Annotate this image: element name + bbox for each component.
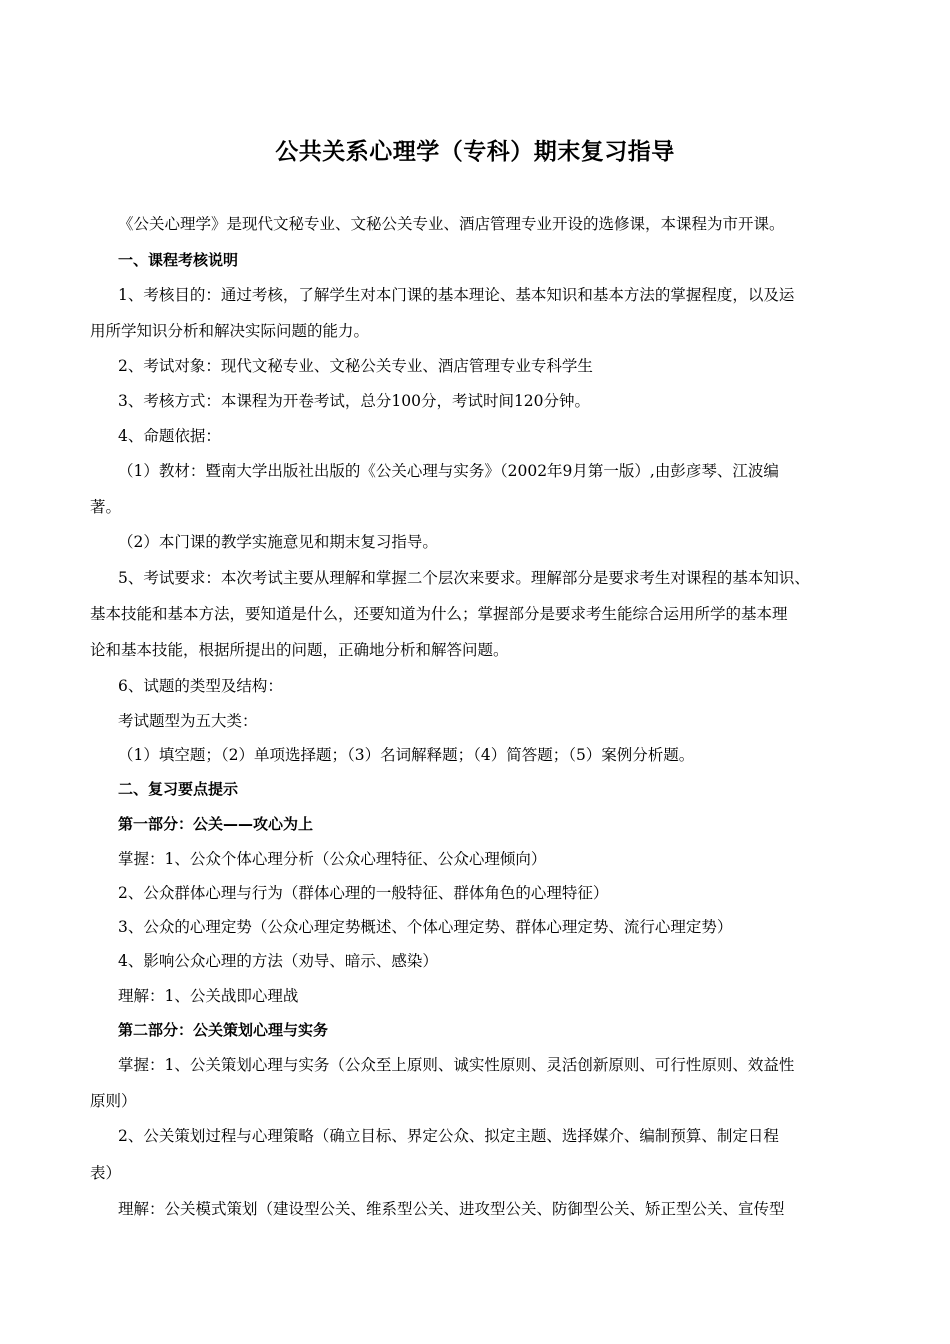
text-line: （1）填空题；（2）单项选择题；（3）名词解释题；（4）简答题；（5）案例分析题。 <box>118 746 695 764</box>
section-heading-exam-description: 一、课程考核说明 <box>118 251 239 269</box>
text-line: 论和基本技能，根据所提出的问题，正确地分析和解答问题。 <box>90 641 509 659</box>
text-line: 掌握：1、公关策划心理与实务（公众至上原则、诚实性原则、灵活创新原则、可行性原则、效益性 <box>118 1056 795 1074</box>
intro-paragraph: 《公关心理学》是现代文秘专业、文秘公关专业、酒店管理专业开设的选修课，本课程为市开课。 <box>118 215 785 233</box>
text-line: 2、公众群体心理与行为（群体心理的一般特征、群体角色的心理特征） <box>118 884 609 902</box>
page-title: 公共关系心理学（专科）期末复习指导 <box>275 139 675 165</box>
text-line: 5、考试要求：本次考试主要从理解和掌握二个层次来要求。理解部分是要求考生对课程的基本知识、 <box>118 569 810 587</box>
text-line: 3、公众的心理定势（公众心理定势概述、个体心理定势、群体心理定势、流行心理定势） <box>118 918 733 936</box>
text-line: 理解：1、公关战即心理战 <box>118 987 299 1005</box>
text-line: 著。 <box>90 498 122 516</box>
text-line: 表） <box>90 1164 122 1182</box>
text-line: 2、考试对象：现代文秘专业、文秘公关专业、酒店管理专业专科学生 <box>118 357 593 375</box>
text-line: 1、考核目的：通过考核，了解学生对本门课的基本理论、基本知识和基本方法的掌握程度，以及运 <box>118 286 795 304</box>
text-line: 6、试题的类型及结构： <box>118 677 283 695</box>
part-heading-1: 第一部分：公关——攻心为上 <box>118 815 314 833</box>
text-line: 原则） <box>90 1092 137 1110</box>
text-line: 4、命题依据： <box>118 427 221 445</box>
section-heading-review-points: 二、复习要点提示 <box>118 780 239 798</box>
text-line: 考试题型为五大类： <box>118 712 258 730</box>
text-line: 2、公关策划过程与心理策略（确立目标、界定公众、拟定主题、选择媒介、编制预算、制定日程 <box>118 1127 779 1145</box>
text-line: （1）教材：暨南大学出版社出版的《公关心理与实务》（2002年9月第一版）,由彭彦琴、江波编 <box>118 462 779 480</box>
part-heading-2: 第二部分：公关策划心理与实务 <box>118 1021 329 1039</box>
text-line: 理解：公关模式策划（建设型公关、维系型公关、进攻型公关、防御型公关、矫正型公关、宣传型 <box>118 1200 785 1218</box>
text-line: 用所学知识分析和解决实际问题的能力。 <box>90 322 370 340</box>
text-line: 掌握：1、公众个体心理分析（公众心理特征、公众心理倾向） <box>118 850 547 868</box>
text-line: （2）本门课的教学实施意见和期末复习指导。 <box>118 533 438 551</box>
text-line: 基本技能和基本方法，要知道是什么，还要知道为什么；掌握部分是要求考生能综合运用所学的基本理 <box>90 605 788 623</box>
text-line: 3、考核方式：本课程为开卷考试，总分100分，考试时间120分钟。 <box>118 392 591 410</box>
text-line: 4、影响公众心理的方法（劝导、暗示、感染） <box>118 952 438 970</box>
